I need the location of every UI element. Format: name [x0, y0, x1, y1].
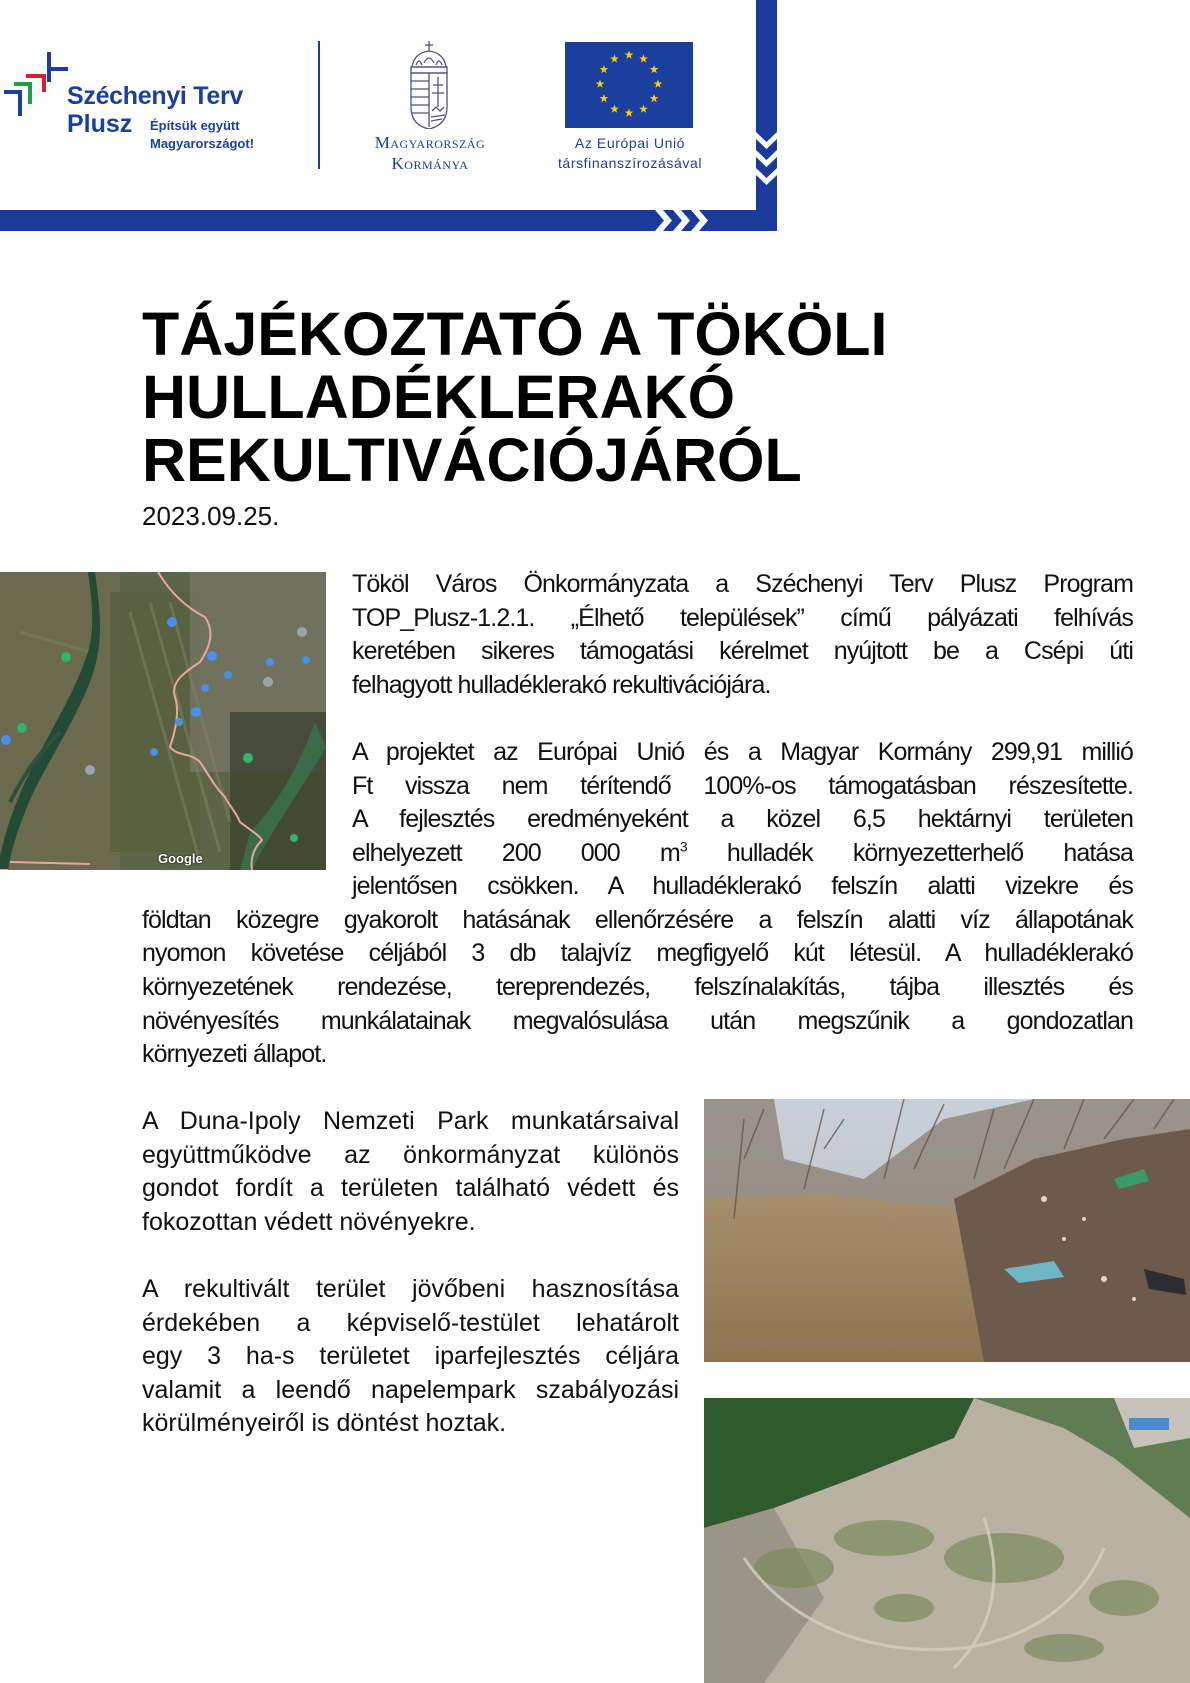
paragraph-line: környezetének rendezése, tereprendezés, felszínalakítás, tájba illesztés és: [142, 973, 1133, 1001]
line-part: elhelyezett 200 000 m: [352, 839, 680, 867]
government-line-2: Kormánya: [391, 154, 469, 173]
line-part: hulladék környezetterhelő hatása: [726, 839, 1133, 867]
paragraph-line: körülményeiről is döntést hoztak.: [142, 1409, 507, 1437]
eu-flag: [565, 42, 693, 128]
paragraph-line: érdekében a képviselő-testület lehatárolt: [142, 1309, 679, 1337]
paragraph-line: Tököl Város Önkormányzata a Széchenyi Terv Plusz Program: [352, 570, 1133, 598]
paragraph-line: A rekultivált terület jövőbeni hasznosítása: [142, 1275, 679, 1303]
title-line-2: HULLADÉKLERAKÓ: [142, 363, 736, 431]
paragraph-line: földtan közegre gyakorolt hatásának ellenőrzésére a felszín alatti víz állapotának: [142, 906, 1133, 934]
szechenyi-logo-title: Széchenyi Terv: [67, 82, 243, 110]
chevrons-down-icon: [756, 128, 777, 188]
title-line-3: REKULTIVÁCIÓJÁRÓL: [142, 426, 802, 494]
chevrons-right-icon: [655, 210, 755, 231]
paragraph-line: felhagyott hulladéklerakó rekultivációjára.: [352, 671, 771, 699]
aerial-photo-graphic: [704, 1398, 1190, 1683]
government-logo-text: [355, 132, 505, 174]
header-right-bar: [756, 0, 777, 231]
ground-photo-graphic: [704, 1099, 1190, 1362]
slogan-line-2: Magyarországot!: [150, 136, 255, 151]
paragraph-line: környezeti állapot.: [142, 1040, 327, 1068]
eu-logo-text: [530, 133, 730, 173]
government-line-1: Magyarország: [374, 133, 486, 152]
paragraph-line: gondot fordít a területen található védett és: [142, 1174, 679, 1202]
szechenyi-logo-slogan: [150, 117, 254, 153]
paragraph-line: TOP_Plusz-1.2.1. „Élhető települések” című pályázati felhívás: [352, 604, 1133, 632]
map-image: [0, 572, 326, 870]
paragraph-line: Ft vissza nem térítendő 100%-os támogatásban részesítette.: [352, 772, 1133, 800]
paragraph-line: A fejlesztés eredményeként a közel 6,5 hektárnyi területen: [352, 805, 1133, 833]
title-line-1: TÁJÉKOZTATÓ A TÖKÖLI: [142, 300, 888, 368]
page-title: [142, 300, 888, 494]
paragraph-line: keretében sikeres támogatási kérelmet nyújtott be a Csépi úti: [352, 637, 1133, 665]
cubic-superscript: 3: [679, 838, 687, 855]
eu-line-1: Az Európai Unió: [574, 135, 686, 151]
satellite-map-graphic: [0, 572, 326, 870]
paragraph-line: együttműködve az önkormányzat különös: [142, 1141, 679, 1169]
google-watermark: Google: [158, 851, 203, 866]
paragraph-line: nyomon követése céljából 3 db talajvíz megfigyelő kút létesül. A hulladéklerakó: [142, 939, 1133, 967]
publish-date: 2023.09.25.: [142, 501, 280, 531]
paragraph-line: A projektet az Európai Unió és a Magyar Kormány 299,91 millió: [352, 738, 1133, 766]
paragraph-line: növényesítés munkálatainak megvalósulása után megszűnik a gondozatlan: [142, 1007, 1133, 1035]
szechenyi-cross-icon: [4, 52, 68, 116]
paragraph-line: A Duna-Ipoly Nemzeti Park munkatársaival: [142, 1107, 679, 1135]
szechenyi-logo-plusz: Plusz: [67, 110, 133, 138]
paragraph-line: jelentősen csökken. A hulladéklerakó felszín alatti vizekre és: [352, 872, 1133, 900]
paragraph-line: valamit a leendő napelempark szabályozási: [142, 1376, 679, 1404]
paragraph-line: [352, 837, 1133, 871]
eu-stars-icon: [565, 42, 693, 128]
eu-line-2: társfinanszírozásával: [557, 155, 703, 171]
paragraph-line: fokozottan védett növényekre.: [142, 1208, 476, 1236]
logo-divider: [318, 41, 320, 169]
coat-of-arms-icon: [406, 41, 452, 129]
slogan-line-1: Építsük együtt: [150, 118, 240, 133]
landfill-ground-photo: [704, 1099, 1190, 1362]
landfill-aerial-photo: [704, 1398, 1190, 1683]
paragraph-line: egy 3 ha-s területet iparfejlesztés céljára: [142, 1342, 679, 1370]
